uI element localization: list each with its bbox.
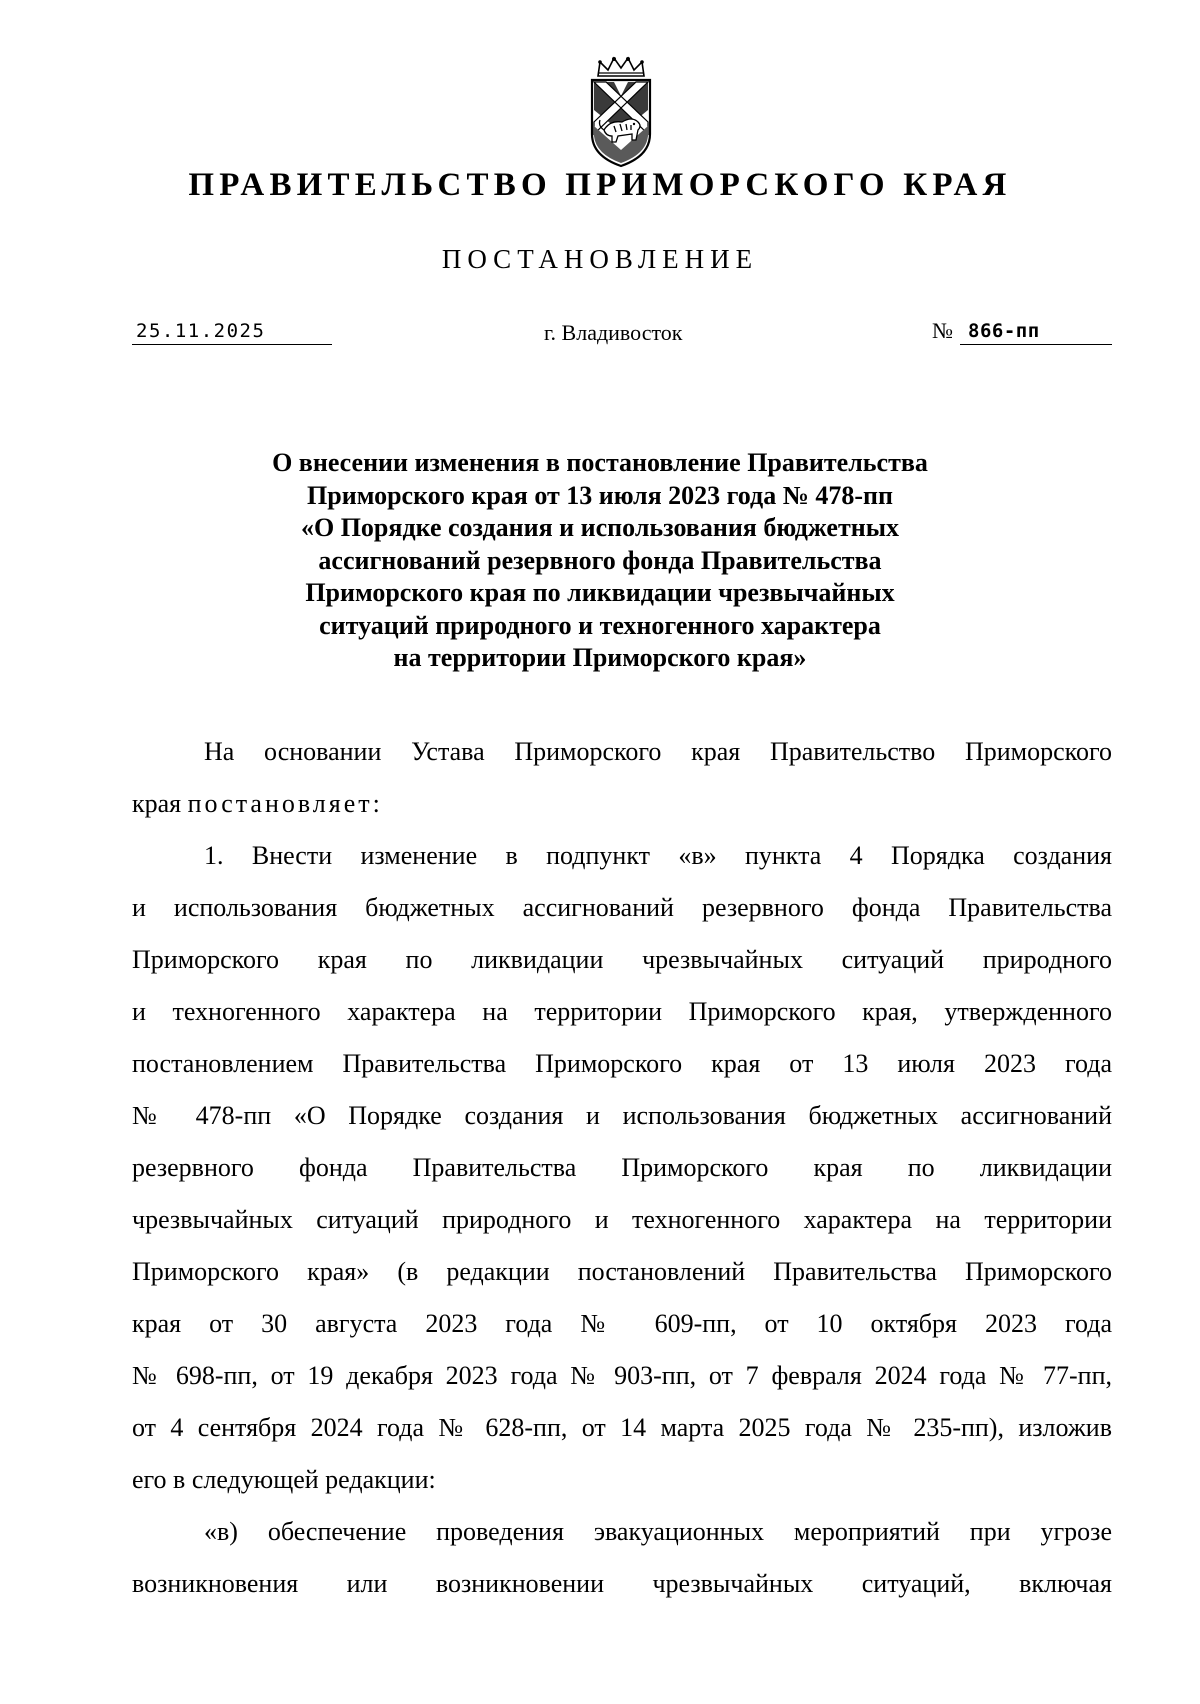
title-line: на территории Приморского края» bbox=[393, 643, 807, 672]
issuing-authority: ПРАВИТЕЛЬСТВО ПРИМОРСКОГО КРАЯ bbox=[188, 167, 1012, 203]
number-sign: № bbox=[932, 318, 953, 343]
item1-line: № 698-пп, от 19 декабря 2023 года № 903-пп, от 7 февраля 2024 года № 77-пп, bbox=[132, 1361, 1112, 1390]
title-line: ситуаций природного и техногенного характера bbox=[319, 610, 881, 640]
item1-line: и использования бюджетных ассигнований резервного фонда Правительства bbox=[132, 893, 1112, 922]
subitem-line: возникновения или возникновении чрезвычайных ситуаций, включая bbox=[132, 1569, 1112, 1598]
item1-line: чрезвычайных ситуаций природного и техногенного характера на территории bbox=[132, 1205, 1112, 1234]
item1-line: от 4 сентября 2024 года № 628-пп, от 14 марта 2025 года № 235-пп), изложив bbox=[132, 1413, 1112, 1442]
item1-line: Приморского края по ликвидации чрезвычайных ситуаций природного bbox=[132, 945, 1112, 974]
title-line: Приморского края по ликвидации чрезвычайных bbox=[305, 578, 895, 607]
title-line: Приморского края от 13 июля 2023 года № 478-пп bbox=[307, 480, 893, 510]
preamble-word: края bbox=[132, 789, 182, 818]
preamble-spaced-word: постановляет: bbox=[187, 789, 383, 818]
document-title bbox=[160, 447, 1040, 675]
document-body bbox=[132, 732, 1112, 1616]
item1-line: и техногенного характера на территории Приморского края, утвержденного bbox=[132, 997, 1112, 1026]
preamble-line bbox=[132, 784, 1112, 836]
subitem-line: «в) обеспечение проведения эвакуационных мероприятий при угрозе bbox=[204, 1517, 1112, 1546]
title-line: «О Порядке создания и использования бюджетных bbox=[300, 513, 900, 542]
number-value: 866-пп bbox=[960, 318, 1112, 345]
item1-line: его в следующей редакции: bbox=[132, 1465, 436, 1494]
item1-line: 1. Внести изменение в подпункт «в» пункта 4 Порядка создания bbox=[204, 841, 1112, 870]
coat-of-arms-emblem bbox=[570, 56, 672, 168]
item1-line: № 478-пп «О Порядке создания и использования бюджетных ассигнований bbox=[132, 1101, 1112, 1130]
title-line: ассигнований резервного фонда Правительства bbox=[318, 545, 882, 575]
item1-line: края от 30 августа 2023 года № 609-пп, от 10 октября 2023 года bbox=[132, 1309, 1112, 1338]
item1-line: постановлением Правительства Приморского края от 13 июля 2023 года bbox=[132, 1049, 1112, 1078]
document-date: 25.11.2025 bbox=[132, 318, 332, 345]
document-city: г. Владивосток bbox=[544, 320, 683, 345]
preamble-line: На основании Устава Приморского края Правительство Приморского bbox=[204, 737, 1112, 766]
item1-line: резервного фонда Правительства Приморского края по ликвидации bbox=[132, 1153, 1112, 1182]
document-type: ПОСТАНОВЛЕНИЕ bbox=[441, 244, 759, 274]
title-line: О внесении изменения в постановление Правительства bbox=[272, 448, 928, 477]
item1-line: Приморского края» (в редакции постановлений Правительства Приморского bbox=[132, 1257, 1112, 1286]
